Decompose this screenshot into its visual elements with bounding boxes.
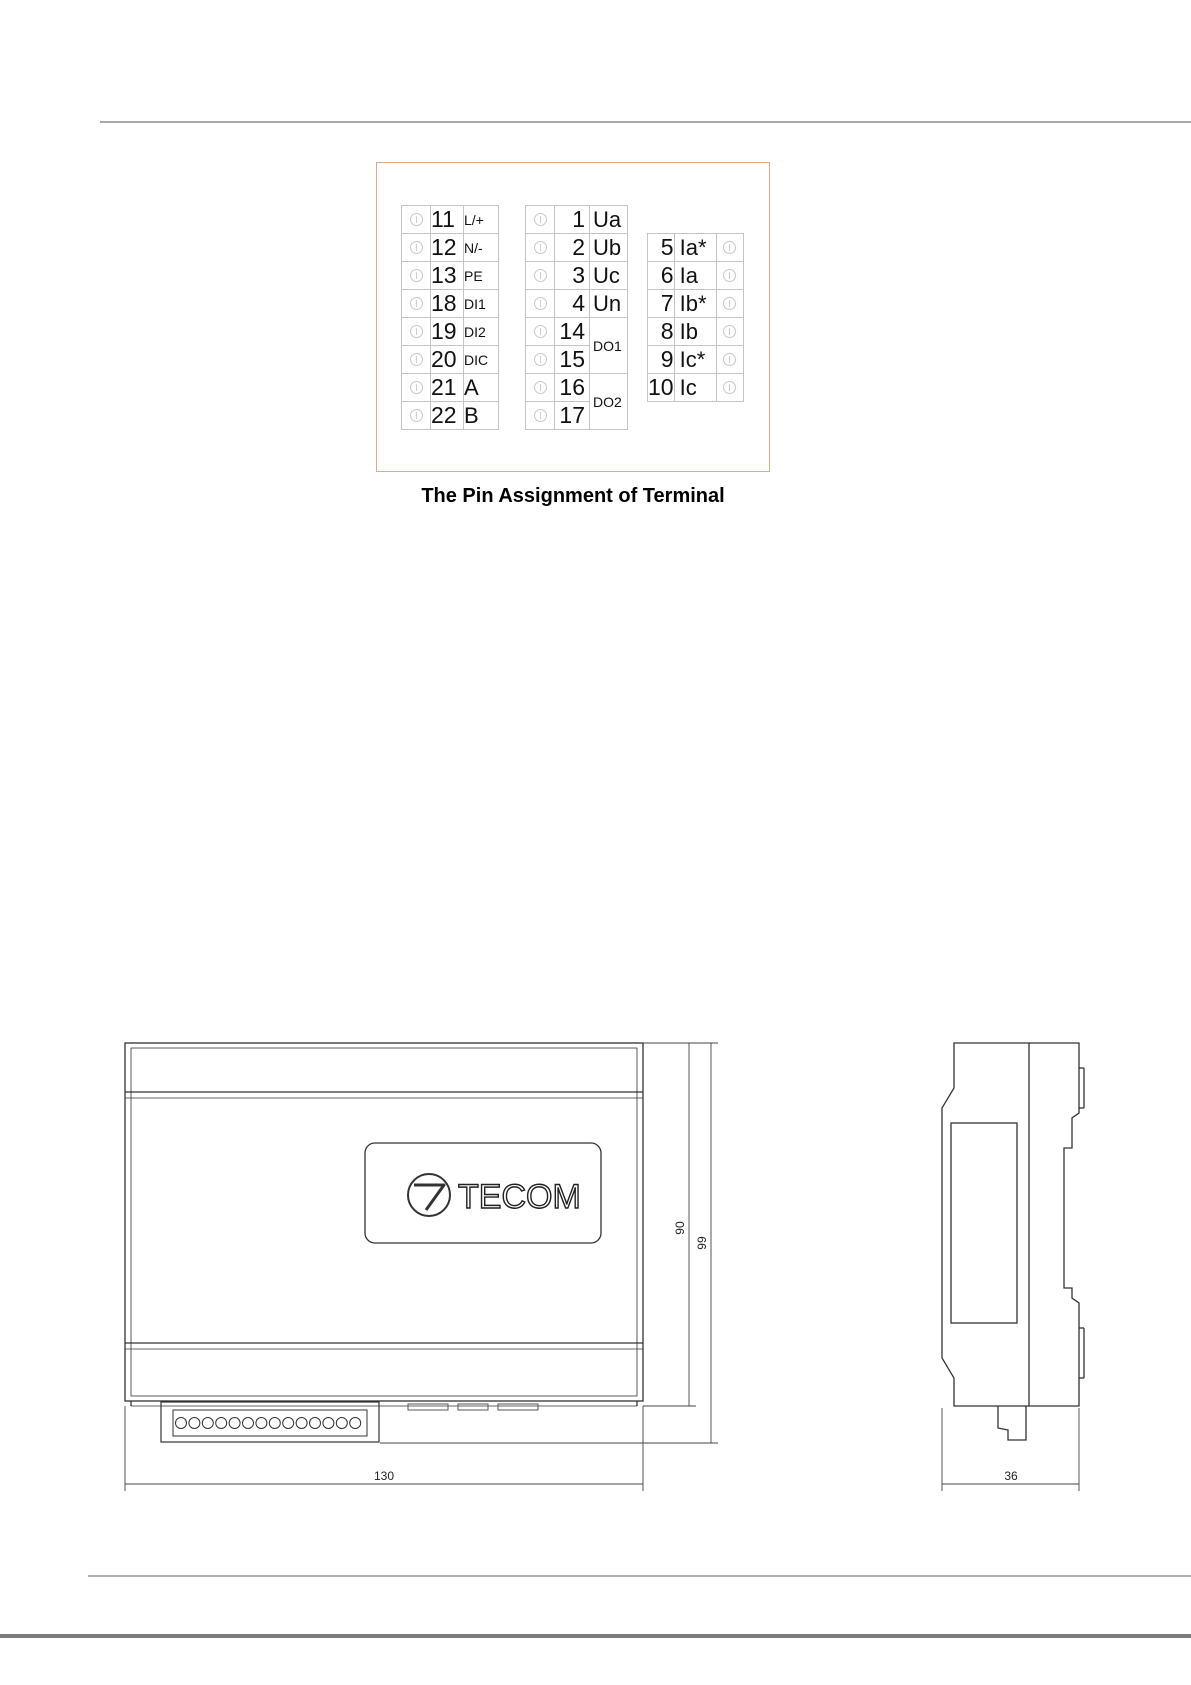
terminal-row (526, 318, 628, 346)
side-view-drawing (934, 1038, 1094, 1498)
pin-number: 14 (555, 318, 590, 346)
connector-ports (408, 1404, 538, 1410)
terminal-row (526, 234, 628, 262)
pin-signal: DO2 (590, 374, 628, 430)
connector-screw-icon (176, 1418, 187, 1429)
connector-screw-icon (216, 1418, 227, 1429)
screw-icon (534, 241, 547, 254)
total-height-dimension-label: 99 (695, 1236, 709, 1250)
connector-screw-icon (296, 1418, 307, 1429)
pin-number: 16 (555, 374, 590, 402)
pin-number: 3 (555, 262, 590, 290)
screw-icon (410, 269, 423, 282)
screw-icon (534, 325, 547, 338)
connector-screw-icon (350, 1418, 361, 1429)
connector-screw-icon (189, 1418, 200, 1429)
screw-icon (410, 297, 423, 310)
screw-icon (723, 325, 736, 338)
pin-assignment-figure (376, 162, 770, 472)
pin-number: 9 (648, 346, 675, 374)
connector-screw-icon (336, 1418, 347, 1429)
screw-icon (723, 353, 736, 366)
width-dimension-label: 130 (373, 1469, 395, 1483)
screw-icon (534, 381, 547, 394)
screw-icon (410, 241, 423, 254)
enclosure-outline (125, 1043, 643, 1406)
pin-signal: Ua (590, 206, 628, 234)
screw-icon (410, 213, 423, 226)
screw-icon (723, 269, 736, 282)
pin-signal: Uc (590, 262, 628, 290)
terminal-block-left (401, 205, 499, 430)
pin-number: 20 (431, 346, 464, 374)
connector-screw-icon (229, 1418, 240, 1429)
pin-signal: Un (590, 290, 628, 318)
pin-number: 2 (555, 234, 590, 262)
screw-icon (410, 353, 423, 366)
pin-number: 4 (555, 290, 590, 318)
terminal-row (402, 402, 499, 430)
terminal-row (526, 206, 628, 234)
pin-number: 8 (648, 318, 675, 346)
terminal-row (402, 346, 499, 374)
front-view-drawing (118, 1038, 738, 1498)
pin-number: 10 (648, 374, 674, 400)
header-rule (100, 121, 1191, 123)
screw-icon (534, 409, 547, 422)
terminal-row (402, 318, 499, 346)
screw-icon (410, 381, 423, 394)
pin-number: 12 (431, 234, 464, 262)
pin-number: 17 (555, 402, 590, 430)
pin-signal: PE (464, 262, 499, 290)
terminal-row (402, 290, 499, 318)
terminal-row (402, 234, 499, 262)
terminal-row (526, 374, 628, 402)
depth-dimension-label: 36 (1004, 1469, 1018, 1483)
terminal-connector (161, 1402, 379, 1442)
pin-number: 13 (431, 262, 464, 290)
pin-signal: A (464, 374, 499, 402)
footer-rule (88, 1575, 1191, 1577)
connector-screw-icon (283, 1418, 294, 1429)
screw-icon (723, 297, 736, 310)
pin-signal: Ia (674, 262, 716, 290)
terminal-block-middle (525, 205, 628, 430)
pin-signal: Ub (590, 234, 628, 262)
pin-number: 7 (648, 290, 675, 318)
terminal-row (648, 318, 744, 346)
connector-screw-icon (323, 1418, 334, 1429)
pin-signal: Ic (674, 374, 716, 402)
terminal-row (402, 262, 499, 290)
connector-screw-icon (310, 1418, 321, 1429)
height-dimension-label: 90 (673, 1221, 687, 1235)
screw-icon (534, 353, 547, 366)
screw-icon (534, 297, 547, 310)
pin-number: 11 (431, 206, 464, 234)
pin-signal: Ia* (674, 234, 716, 262)
terminal-row (402, 206, 499, 234)
pin-signal: L/+ (464, 206, 499, 234)
pin-signal: Ib (674, 318, 716, 346)
pin-signal: N/- (464, 234, 499, 262)
pin-number: 15 (555, 346, 590, 374)
pin-number: 5 (648, 234, 675, 262)
pin-number: 6 (648, 262, 675, 290)
screw-icon (410, 325, 423, 338)
pin-number: 19 (431, 318, 464, 346)
dimension-lines (125, 1043, 718, 1491)
page-bottom-bar (0, 1634, 1191, 1638)
brand-logo-text: TECOM (458, 1178, 581, 1216)
terminal-row (648, 262, 744, 290)
screw-icon (410, 409, 423, 422)
pin-signal: DO1 (590, 318, 628, 374)
pin-signal: DI1 (464, 290, 499, 318)
pin-number: 18 (431, 290, 464, 318)
figure-caption: The Pin Assignment of Terminal (421, 485, 725, 507)
side-enclosure-outline (942, 1043, 1084, 1440)
screw-icon (534, 213, 547, 226)
connector-screw-icon (202, 1418, 213, 1429)
connector-screw-icon (243, 1418, 254, 1429)
terminal-row (526, 290, 628, 318)
pin-number: 1 (555, 206, 590, 234)
screw-icon (534, 269, 547, 282)
pin-signal: B (464, 402, 499, 430)
terminal-row (526, 262, 628, 290)
terminal-row (648, 290, 744, 318)
screw-icon (723, 241, 736, 254)
connector-screw-icon (269, 1418, 280, 1429)
terminal-row (402, 374, 499, 402)
terminal-row (648, 234, 744, 262)
terminal-row (648, 346, 744, 374)
terminal-row (648, 374, 744, 402)
pin-signal: DIC (464, 346, 499, 374)
terminal-block-right (647, 233, 744, 402)
tecom-logo-icon (408, 1174, 581, 1216)
screw-icon (723, 381, 736, 394)
pin-number: 21 (431, 374, 464, 402)
pin-signal: Ic* (674, 346, 716, 374)
pin-signal: Ib* (674, 290, 716, 318)
pin-number: 22 (431, 402, 464, 430)
pin-signal: DI2 (464, 318, 499, 346)
connector-screw-icon (256, 1418, 267, 1429)
